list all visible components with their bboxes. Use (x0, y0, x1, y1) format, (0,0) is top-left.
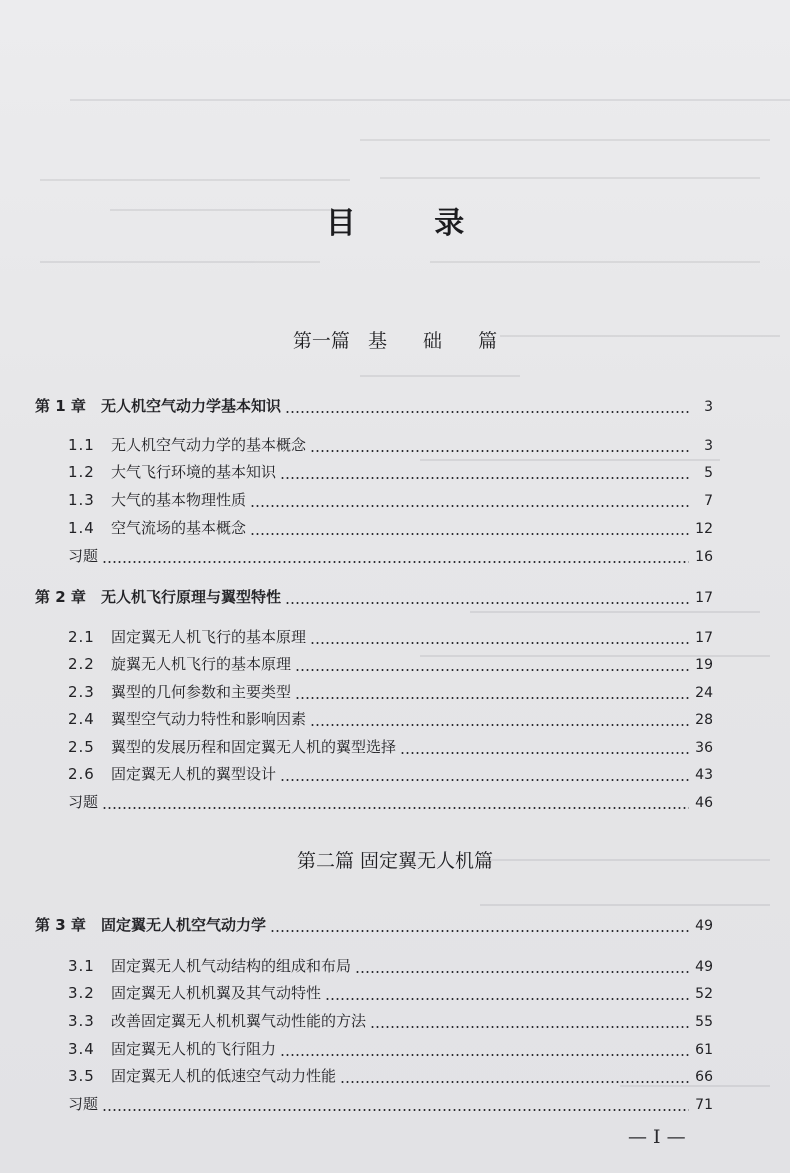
part-name: 基 础 篇 (367, 330, 498, 352)
dot-leader (340, 1081, 689, 1083)
toc-section-1-1[interactable] (68, 434, 713, 456)
chapter-number: 第 2 章 (35, 588, 86, 606)
dot-leader (280, 779, 689, 781)
exercise-title: 习题 (68, 1095, 99, 1113)
page-number: 71 (695, 1097, 713, 1113)
dot-leader (285, 411, 689, 413)
dot-leader (295, 669, 689, 671)
section-number: 1.1 (68, 436, 95, 454)
dot-leader (295, 697, 689, 699)
page-number: 52 (695, 986, 713, 1002)
page-number: 49 (695, 959, 713, 975)
page-number: 5 (704, 465, 713, 481)
toc-exercise-2[interactable] (68, 791, 713, 813)
section-title: 固定翼无人机气动结构的组成和布局 (111, 957, 352, 975)
section-number: 3.1 (68, 957, 95, 975)
toc-section-1-2[interactable] (68, 461, 713, 483)
section-title: 改善固定翼无人机机翼气动性能的方法 (111, 1012, 367, 1030)
section-number: 2.3 (68, 683, 95, 701)
page-number: 7 (704, 493, 713, 509)
page-number: 17 (695, 630, 713, 646)
page-number: 61 (695, 1042, 713, 1058)
dot-leader (310, 724, 689, 726)
dot-leader (250, 533, 689, 535)
toc-section-3-1[interactable] (68, 955, 713, 977)
toc-chapter-2[interactable] (35, 586, 713, 608)
section-number: 2.1 (68, 628, 95, 646)
section-title: 空气流场的基本概念 (111, 519, 247, 537)
section-number: 2.5 (68, 738, 95, 756)
page-number: 46 (695, 795, 713, 811)
section-title: 固定翼无人机机翼及其气动特性 (111, 984, 322, 1002)
part-label: 第二篇 (296, 850, 354, 872)
dot-leader (370, 1026, 689, 1028)
section-title: 大气的基本物理性质 (111, 491, 247, 509)
toc-section-2-5[interactable] (68, 736, 713, 758)
part-name: 固定翼无人机篇 (360, 850, 494, 872)
page-number: 36 (695, 740, 713, 756)
chapter-title: 无人机飞行原理与翼型特性 (101, 588, 282, 606)
page-number: 43 (695, 767, 713, 783)
exercise-title: 习题 (68, 547, 99, 565)
page-number: 3 (704, 399, 713, 415)
page-number: 12 (695, 521, 713, 537)
dot-leader (280, 1054, 689, 1056)
section-number: 3.2 (68, 984, 95, 1002)
dot-leader (280, 477, 689, 479)
toc-chapter-3[interactable] (35, 914, 713, 936)
page-number: 19 (695, 657, 713, 673)
dot-leader (400, 752, 689, 754)
section-title: 旋翼无人机飞行的基本原理 (111, 655, 292, 673)
toc-section-3-4[interactable] (68, 1038, 713, 1060)
chapter-number: 第 3 章 (35, 916, 86, 934)
page-number: 16 (695, 549, 713, 565)
exercise-title: 习题 (68, 793, 99, 811)
dot-leader (250, 505, 689, 507)
dot-leader (310, 450, 689, 452)
section-title: 固定翼无人机的翼型设计 (111, 765, 277, 783)
chapter-title: 固定翼无人机空气动力学 (101, 916, 267, 934)
toc-section-2-3[interactable] (68, 681, 713, 703)
section-title: 翼型的几何参数和主要类型 (111, 683, 292, 701)
section-number: 3.3 (68, 1012, 95, 1030)
toc-section-2-2[interactable] (68, 653, 713, 675)
toc-exercise-3[interactable] (68, 1093, 713, 1115)
toc-section-2-1[interactable] (68, 626, 713, 648)
part-heading-1 (0, 326, 790, 353)
chapter-number: 第 1 章 (35, 397, 86, 415)
part-heading-2 (0, 846, 790, 873)
page-number: 55 (695, 1014, 713, 1030)
dot-leader (285, 602, 689, 604)
dot-leader (102, 1109, 689, 1111)
section-title: 大气飞行环境的基本知识 (111, 463, 277, 481)
page-number: 17 (695, 590, 713, 606)
dot-leader (102, 561, 689, 563)
page-marker: — I — (628, 1126, 686, 1148)
toc-section-3-5[interactable] (68, 1065, 713, 1087)
section-number: 1.4 (68, 519, 95, 537)
page-number: 28 (695, 712, 713, 728)
toc-section-3-2[interactable] (68, 982, 713, 1004)
section-number: 3.4 (68, 1040, 95, 1058)
toc-section-1-4[interactable] (68, 517, 713, 539)
section-number: 2.4 (68, 710, 95, 728)
toc-chapter-1[interactable] (35, 395, 713, 417)
page-title: 目 录 (325, 206, 499, 241)
section-number: 2.2 (68, 655, 95, 673)
page-number: 49 (695, 918, 713, 934)
page-number: 66 (695, 1069, 713, 1085)
toc-section-2-6[interactable] (68, 763, 713, 785)
section-number: 1.3 (68, 491, 95, 509)
toc-section-2-4[interactable] (68, 708, 713, 730)
section-title: 固定翼无人机的飞行阻力 (111, 1040, 277, 1058)
toc-section-1-3[interactable] (68, 489, 713, 511)
page-number: 3 (704, 438, 713, 454)
section-title: 翼型的发展历程和固定翼无人机的翼型选择 (111, 738, 397, 756)
dot-leader (310, 642, 689, 644)
section-number: 3.5 (68, 1067, 95, 1085)
section-number: 2.6 (68, 765, 95, 783)
toc-exercise-1[interactable] (68, 545, 713, 567)
section-title: 无人机空气动力学的基本概念 (111, 436, 307, 454)
dot-leader (325, 998, 689, 1000)
section-number: 1.2 (68, 463, 95, 481)
dot-leader (270, 930, 689, 932)
page-number: 24 (695, 685, 713, 701)
part-label: 第一篇 (292, 330, 350, 352)
section-title: 固定翼无人机飞行的基本原理 (111, 628, 307, 646)
chapter-title: 无人机空气动力学基本知识 (101, 397, 282, 415)
toc-section-3-3[interactable] (68, 1010, 713, 1032)
section-title: 翼型空气动力特性和影响因素 (111, 710, 307, 728)
section-title: 固定翼无人机的低速空气动力性能 (111, 1067, 337, 1085)
dot-leader (102, 807, 689, 809)
dot-leader (355, 971, 689, 973)
